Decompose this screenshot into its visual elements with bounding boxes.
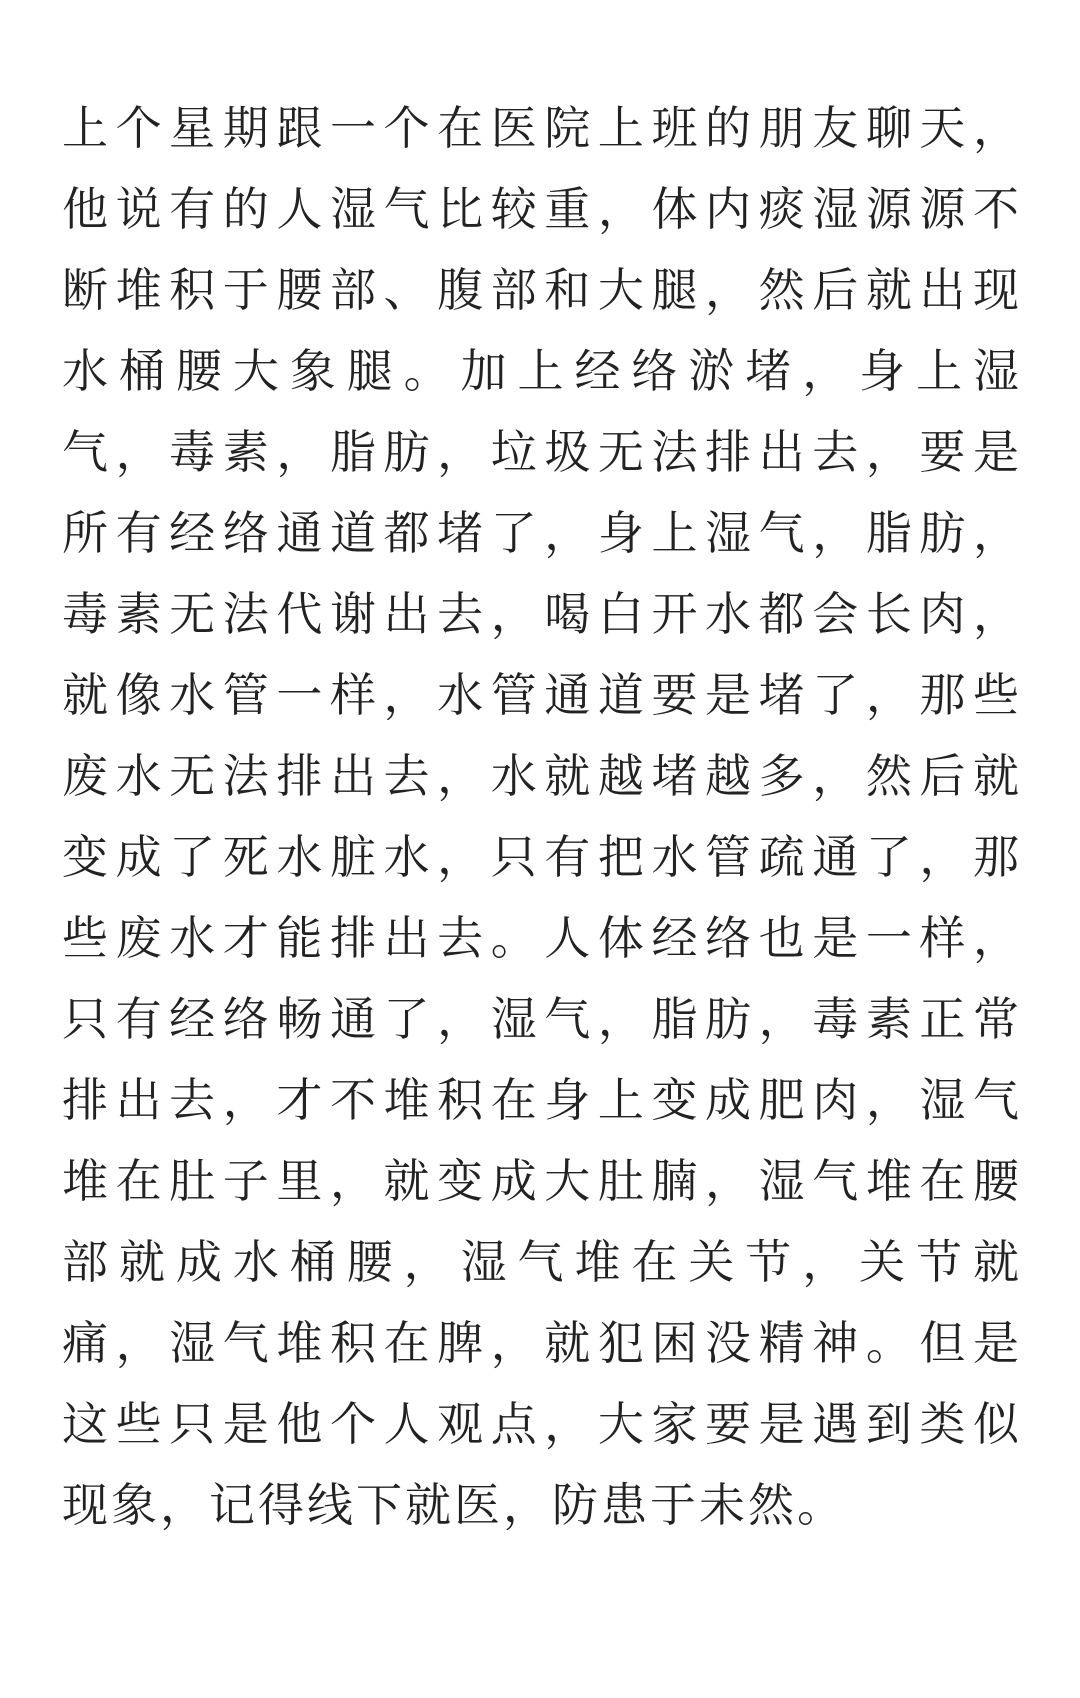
text-line: 就像水管一样，水管通道要是堵了，那些 bbox=[62, 668, 1022, 722]
article-body bbox=[62, 88, 1022, 1546]
text-line: 堆在肚子里，就变成大肚腩，湿气堆在腰 bbox=[62, 1154, 1022, 1208]
text-line: 只有经络畅通了，湿气，脂肪，毒素正常 bbox=[62, 992, 1022, 1046]
text-line: 毒素无法代谢出去，喝白开水都会长肉， bbox=[62, 587, 1022, 641]
text-line: 排出去，才不堆积在身上变成肥肉，湿气 bbox=[62, 1073, 1022, 1127]
text-line: 上个星期跟一个在医院上班的朋友聊天， bbox=[62, 101, 1022, 155]
text-line: 部就成水桶腰，湿气堆在关节，关节就 bbox=[62, 1235, 1022, 1289]
text-line: 些废水才能排出去。人体经络也是一样， bbox=[62, 911, 1022, 965]
text-line: 痛，湿气堆积在脾，就犯困没精神。但是 bbox=[62, 1316, 1022, 1370]
text-line: 水桶腰大象腿。加上经络淤堵，身上湿 bbox=[62, 344, 1022, 398]
text-line: 变成了死水脏水，只有把水管疏通了，那 bbox=[62, 830, 1022, 884]
text-line: 他说有的人湿气比较重，体内痰湿源源不 bbox=[62, 182, 1022, 236]
text-line: 这些只是他个人观点，大家要是遇到类似 bbox=[62, 1397, 1022, 1451]
text-line: 气，毒素，脂肪，垃圾无法排出去，要是 bbox=[62, 425, 1022, 479]
text-line: 废水无法排出去，水就越堵越多，然后就 bbox=[62, 749, 1022, 803]
text-line: 所有经络通道都堵了，身上湿气，脂肪， bbox=[62, 506, 1022, 560]
text-line: 断堆积于腰部、腹部和大腿，然后就出现 bbox=[62, 263, 1022, 317]
text-line-last: 现象，记得线下就医，防患于未然。 bbox=[62, 1478, 846, 1532]
